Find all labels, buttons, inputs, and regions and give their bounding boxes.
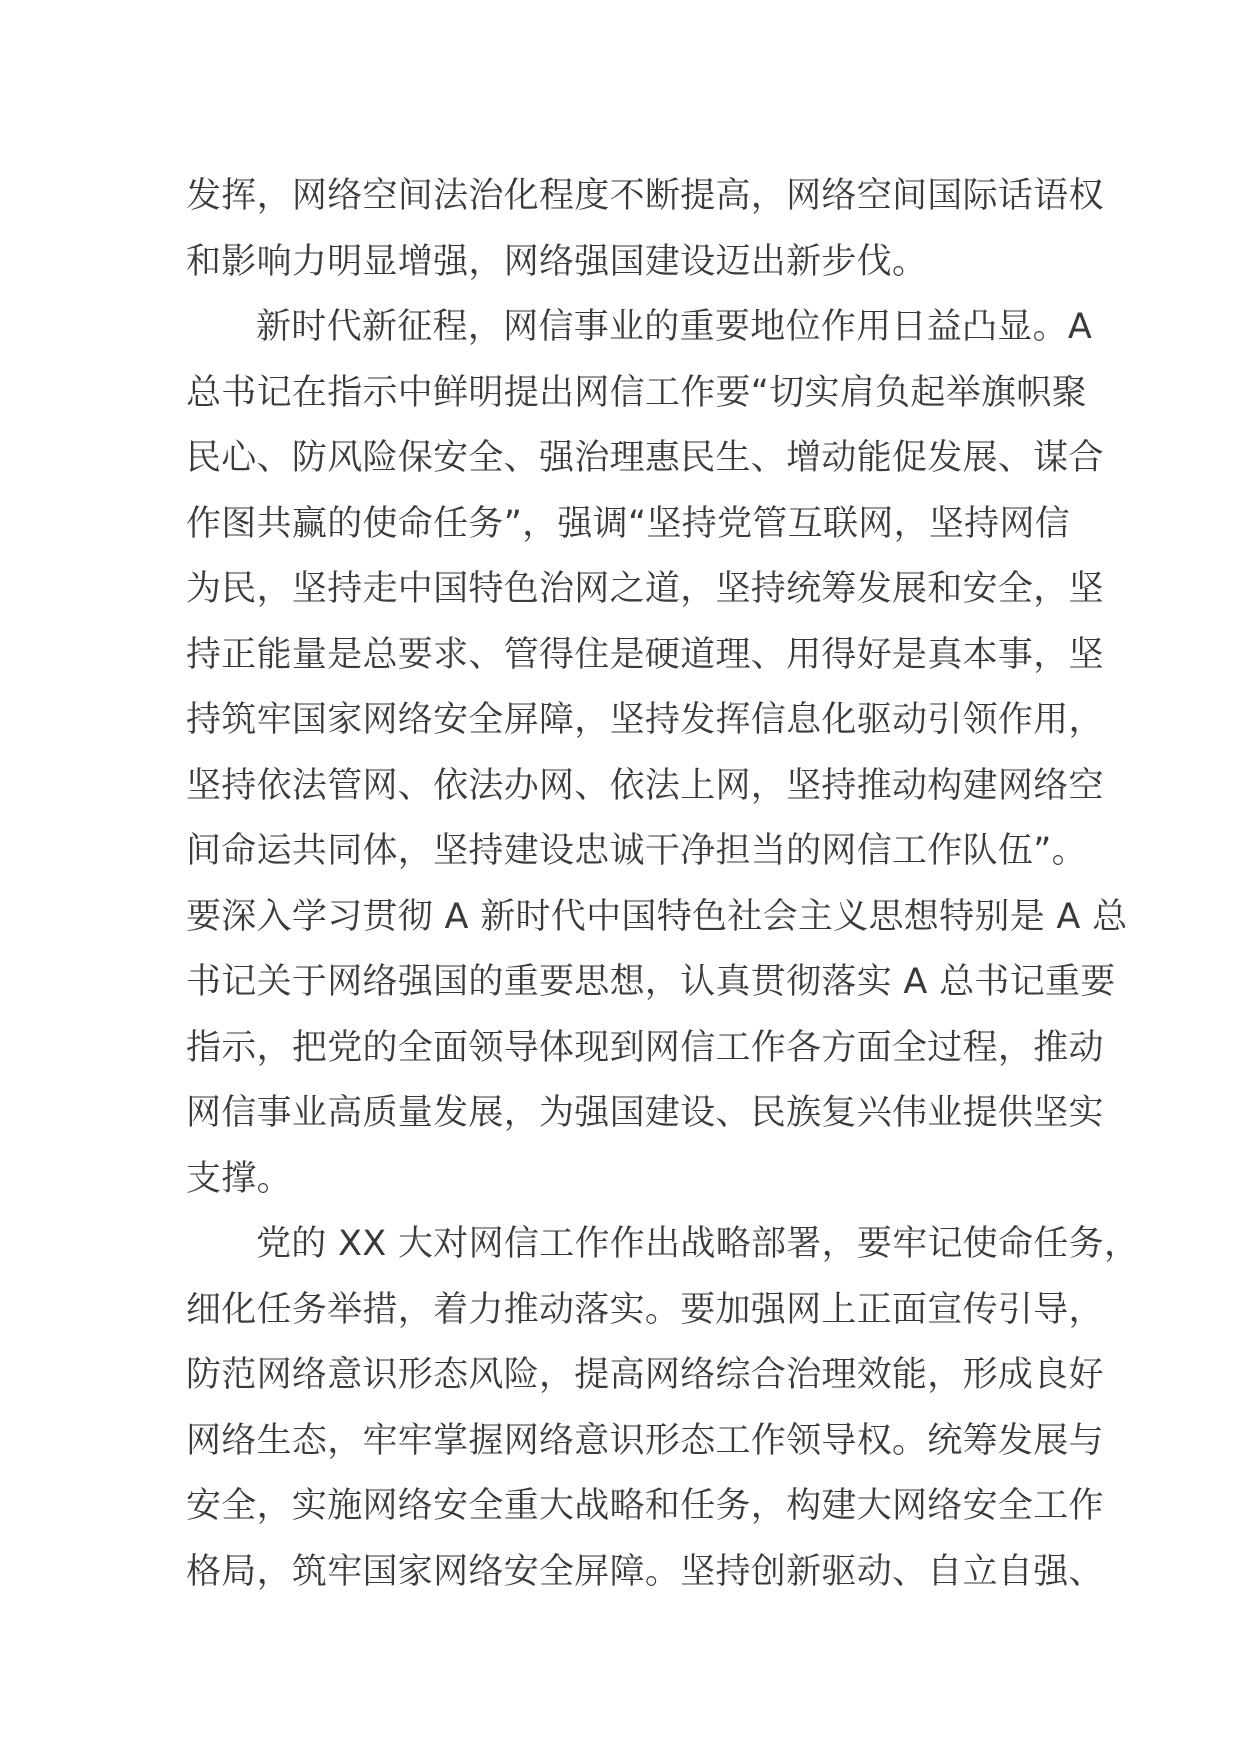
text-line: 和影响力明显增强，网络强国建设迈出新步伐。 [186, 241, 928, 282]
text-line: 网络生态，牢牢掌握网络意识形态工作领导权。统筹发展与 [186, 1420, 1104, 1461]
text-line: 细化任务举措，着力推动落实。要加强网上正面宣传引导， [186, 1289, 1104, 1330]
text-line: 民心、防风险保安全、强治理惠民生、增动能促发展、谋合 [186, 438, 1104, 478]
text-line: 安全，实施网络安全重大战略和任务，构建大网络安全工作 [186, 1486, 1104, 1526]
paragraph-start-line: 新时代新征程，网信事业的重要地位作用日益凸显。A [256, 307, 1093, 347]
text-line: 指示，把党的全面领导体现到网信工作各方面全过程，推动 [186, 1027, 1104, 1068]
text-line: 总书记在指示中鲜明提出网信工作要“切实肩负起举旗帜聚 [186, 372, 1087, 413]
text-line: 间命运共同体，坚持建设忠诚干净担当的网信工作队伍”。 [186, 831, 1087, 871]
paragraph-start-line: 党的 XX 大对网信工作作出战略部署，要牢记使命任务， [256, 1224, 1140, 1264]
text-line: 为民，坚持走中国特色治网之道，坚持统筹发展和安全，坚 [186, 569, 1104, 609]
text-line: 格局，筑牢国家网络安全屏障。坚持创新驱动、自立自强、 [186, 1551, 1104, 1592]
body-text [186, 164, 1140, 1605]
text-line: 坚持依法管网、依法办网、依法上网，坚持推动构建网络空 [186, 765, 1104, 806]
text-line: 书记关于网络强国的重要思想，认真贯彻落实 A 总书记重要 [186, 962, 1116, 1002]
text-line: 作图共赢的使命任务”，强调“坚持党管互联网，坚持网信 [186, 503, 1071, 544]
text-line: 要深入学习贯彻 A 新时代中国特色社会主义思想特别是 A 总 [186, 896, 1128, 937]
text-line: 持正能量是总要求、管得住是硬道理、用得好是真本事，坚 [186, 634, 1104, 675]
text-line: 支撑。 [186, 1158, 292, 1199]
text-line: 发挥，网络空间法治化程度不断提高，网络空间国际话语权 [186, 176, 1104, 216]
text-line: 持筑牢国家网络安全屏障，坚持发挥信息化驱动引领作用， [186, 700, 1104, 740]
text-line: 防范网络意识形态风险，提高网络综合治理效能，形成良好 [186, 1355, 1104, 1395]
text-line: 网信事业高质量发展，为强国建设、民族复兴伟业提供坚实 [186, 1093, 1104, 1133]
